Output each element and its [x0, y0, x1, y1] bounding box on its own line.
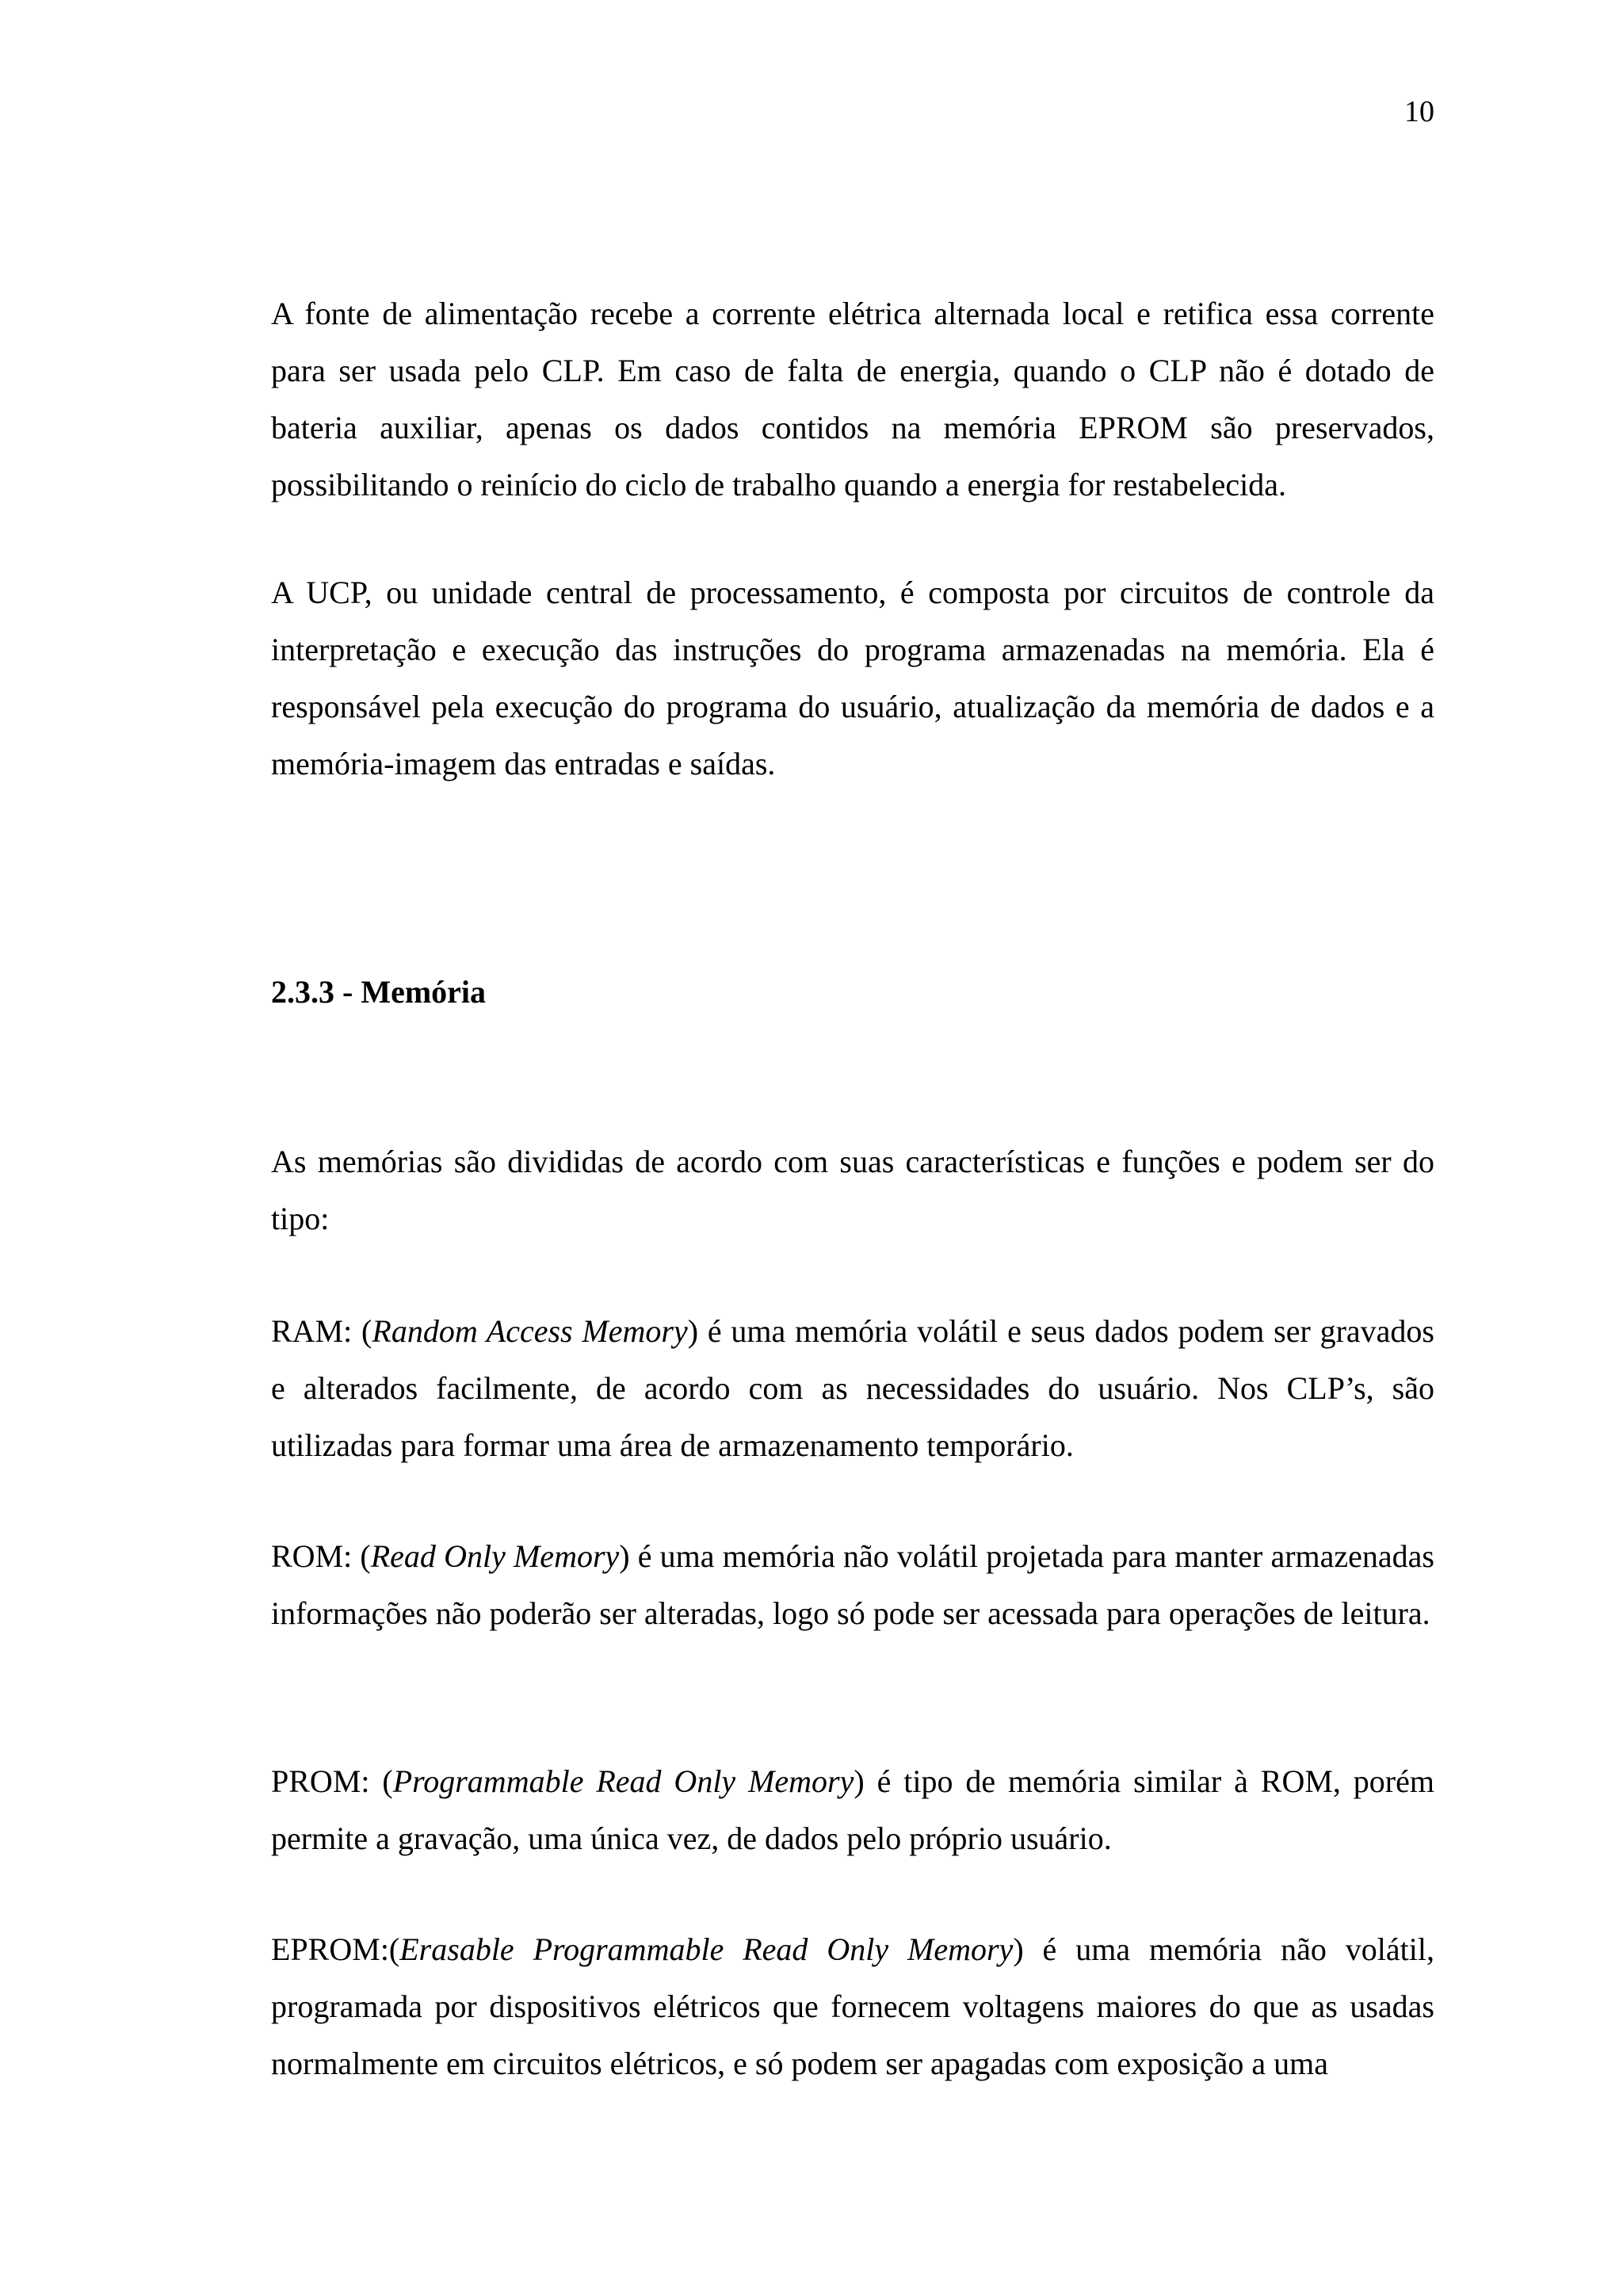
paragraph-memory-intro: As memórias são divididas de acordo com suas características e funções e podem ser do tipo: — [271, 1144, 1434, 1236]
section-heading: 2.3.3 - Memória — [271, 974, 487, 1010]
eprom-label: EPROM:( — [271, 1931, 400, 1967]
prom-label: PROM: ( — [271, 1763, 393, 1799]
eprom-description: ) é uma memória não volátil, programada por dispositivos elétricos que fornecem voltagens maiores do que as usadas normalmente em circuitos elétricos, e só podem ser apagadas com exposição a uma — [271, 1931, 1434, 2081]
ram-term: Random Access Memory — [372, 1313, 688, 1349]
rom-description: ) é uma memória não volátil projetada para manter armazenadas informações não poderão ser alteradas, logo só pode ser acessada para operações de leitura. — [271, 1538, 1434, 1631]
paragraph-eprom — [271, 1921, 1434, 2092]
eprom-term: Erasable Programmable Read Only Memory — [399, 1931, 1014, 1967]
rom-label: ROM: ( — [271, 1538, 371, 1574]
paragraph-power-supply: A fonte de alimentação recebe a corrente elétrica alternada local e retifica essa corrente para ser usada pelo CLP. Em caso de falta de energia, quando o CLP não é dotado de bateria auxiliar, apenas os dados contidos na memória EPROM são preservados, possibilitando o reinício do ciclo de trabalho quando a energia for restabelecida. — [271, 296, 1434, 502]
paragraph-prom — [271, 1753, 1434, 1867]
paragraph-rom — [271, 1528, 1434, 1642]
paragraph-cpu: A UCP, ou unidade central de processamento, é composta por circuitos de controle da interpretação e execução das instruções do programa armazenadas na memória. Ela é responsável pela execução do programa do usuário, atualização da memória de dados e a memória-imagem das entradas e saídas. — [271, 575, 1434, 781]
prom-term: Programmable Read Only Memory — [392, 1763, 854, 1799]
page-number: 10 — [1404, 95, 1434, 128]
ram-description: ) é uma memória volátil e seus dados podem ser gravados e alterados facilmente, de acordo com as necessidades do usuário. Nos CLP’s, são utilizadas para formar uma área de armazenamento temporário. — [271, 1313, 1434, 1463]
prom-description: ) é tipo de memória similar à ROM, porém permite a gravação, uma única vez, de dados pelo próprio usuário. — [271, 1763, 1434, 1856]
paragraph-ram — [271, 1303, 1434, 1474]
rom-term: Read Only Memory — [370, 1538, 620, 1574]
ram-label: RAM: ( — [271, 1313, 372, 1349]
